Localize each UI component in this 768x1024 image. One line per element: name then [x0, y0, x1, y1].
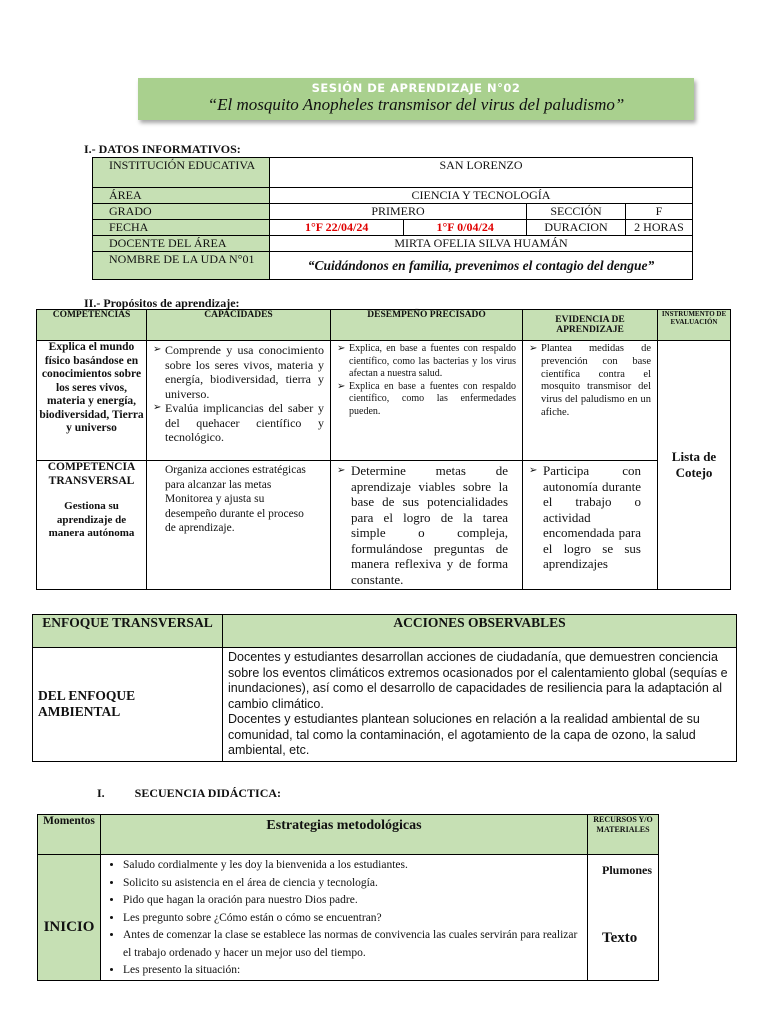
header-recursos: RECURSOS Y/O MATERIALES [587, 815, 658, 855]
capacidad-1: ➢ Comprende y usa conocimiento sobre los seres vivos, materia y energía, biodiversidad, tierra y universo. [153, 343, 324, 401]
secuencia-table [37, 814, 659, 981]
secuencia-heading [97, 786, 281, 801]
capacidad-transversal-2: Monitorea y ajusta su desempeño durante el proceso de aprendizaje. [165, 493, 304, 534]
enfoque-label: DEL ENFOQUE AMBIENTAL [33, 648, 223, 762]
propositos-table [36, 309, 731, 590]
duracion-label: DURACION [527, 220, 626, 236]
grado-label: GRADO [93, 204, 270, 220]
header-evidencia: EVIDENCIA DE APRENDIZAJE [523, 310, 658, 341]
seccion-value: F [626, 204, 693, 220]
inicio-item-1: • Saludo cordialmente y les doy la bienvenida a los estudiantes. [123, 857, 585, 875]
header-estrategias: Estrategias metodológicas [101, 815, 588, 855]
recurso-plumones: Plumones [601, 863, 652, 877]
fecha-label: FECHA [93, 220, 270, 236]
docente-label: DOCENTE DEL ÁREA [93, 236, 270, 252]
session-number: SESIÓN DE APRENDIZAJE N°02 [311, 81, 521, 95]
capacidad-2: ➢ Evalúa implicancias del saber y del quehacer científico y tecnológico. [153, 401, 324, 445]
competencia-1: Explica el mundo físico basándose en conocimientos sobre los seres vivos, materia y energía, biodiversidad, Tierra y universo [37, 341, 147, 461]
acciones-header: ACCIONES OBSERVABLES [223, 615, 737, 648]
enfoque-table [32, 614, 737, 762]
recurso-texto: Texto [601, 930, 638, 946]
inicio-item-6: • Les presento la situación: [123, 962, 585, 980]
header-desempeno: DESEMPEÑO PRECISADO [331, 310, 523, 341]
docente-value: MIRTA OFELIA SILVA HUAMÁN [270, 236, 693, 252]
propositos-heading: II.- Propósitos de aprendizaje: [84, 296, 240, 310]
competencia-transversal-title: COMPETENCIA TRANSVERSAL [47, 461, 136, 487]
grado-value: PRIMERO [270, 204, 527, 220]
uda-value: “Cuidándonos en familia, prevenimos el contagio del dengue” [270, 252, 693, 280]
datos-table [92, 157, 693, 280]
inicio-item-2: • Solicito su asistencia en el área de ciencia y tecnología. [123, 875, 585, 893]
datos-heading: I.- DATOS INFORMATIVOS: [84, 142, 241, 156]
header-competencias: COMPETENCIAS [37, 310, 147, 341]
institucion-label: INSTITUCIÓN EDUCATIVA [93, 158, 270, 188]
desempeno-1: ➢ Explica, en base a fuentes con respaldo científico, como las bacterias y los virus afectan a nuestra salud. [337, 343, 516, 381]
header-instrumento: INSTRUMENTO DE EVALUACIÓN [658, 310, 731, 341]
session-title: “El mosquito Anopheles transmisor del virus del paludismo” [207, 95, 625, 114]
momento-inicio: INICIO [38, 855, 101, 981]
inicio-item-3: • Pido que hagan la oración para nuestro Dios padre. [123, 892, 585, 910]
area-value: CIENCIA Y TECNOLOGÍA [270, 188, 693, 204]
institucion-value: SAN LORENZO [270, 158, 693, 188]
instrumento-value: Lista de Cotejo [658, 341, 731, 590]
header-capacidades: CAPACIDADES [147, 310, 331, 341]
seccion-label: SECCIÓN [527, 204, 626, 220]
fecha-2: 1°F 0/04/24 [404, 220, 527, 236]
capacidad-transversal-1: Organiza acciones estratégicas para alcanzar las metas [165, 464, 306, 491]
secuencia-title: SECUENCIA DIDÁCTICA: [134, 786, 282, 800]
evidencia-transversal: ➢ Participa con autonomía durante el trabajo o actividad encomendada para el logro se sus aprendizajes [529, 463, 641, 572]
enfoque-header: ENFOQUE TRANSVERSAL [33, 615, 223, 648]
area-label: ÁREA [93, 188, 270, 204]
inicio-item-5: • Antes de comenzar la clase se establece las normas de convivencia las cuales servirán para realizar el trabajo ordenado y hacer un mejor uso del tiempo. [123, 927, 585, 962]
secuencia-num: I. [97, 786, 105, 800]
competencia-transversal-sub: Gestiona su aprendizaje de manera autónoma [48, 500, 135, 539]
fecha-1: 1°F 22/04/24 [270, 220, 404, 236]
duracion-value: 2 HORAS [626, 220, 693, 236]
evidencia-1: ➢ Plantea medidas de prevención con base científica contra el mosquito transmisor del virus del paludismo en un afiche. [529, 343, 651, 420]
accion-1: Docentes y estudiantes desarrollan acciones de ciudadanía, que demuestren conciencia sobre los eventos climáticos extremos ocasionados por el calentamiento global (sequías e inundaciones), así como el desarrollo de capacidades de resiliencia para la adaptación al cambio climático. [228, 650, 728, 711]
desempeno-transversal: ➢ Determine metas de aprendizaje viables sobre la base de sus potencialidades para el logro de la tarea simple o compleja, formulándose preguntas de manera reflexiva y de forma constante. [337, 463, 508, 587]
desempeno-2: ➢ Explica en base a fuentes con respaldo científico, como las enfermedades pueden. [337, 381, 516, 419]
accion-2: Docentes y estudiantes plantean soluciones en relación a la realidad ambiental de su comunidad, tal como la contaminación, el agotamiento de la capa de ozono, la salud ambiental, etc. [228, 712, 700, 757]
inicio-item-4: • Les pregunto sobre ¿Cómo están o cómo se encuentran? [123, 910, 585, 928]
uda-label: NOMBRE DE LA UDA N°01 [93, 252, 270, 280]
header-momentos: Momentos [38, 815, 101, 855]
session-banner [138, 78, 694, 120]
